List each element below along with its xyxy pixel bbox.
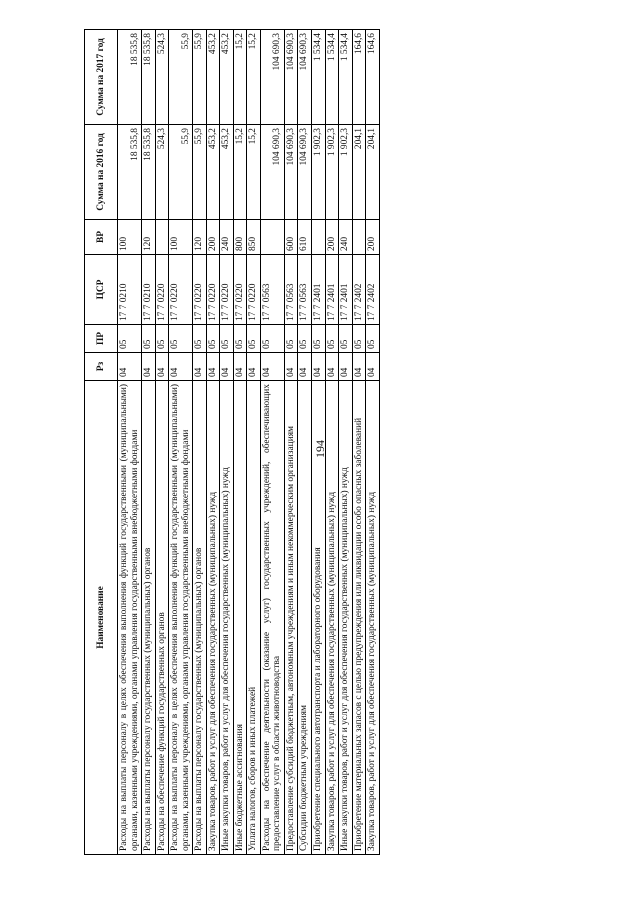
cell-vr: 100 bbox=[169, 220, 193, 255]
cell-vr: 200 bbox=[366, 220, 380, 255]
cell-sum-2016: 104 690,3 bbox=[284, 125, 298, 220]
cell-sum-2017: 453,2 bbox=[206, 30, 220, 125]
table-body bbox=[118, 30, 380, 855]
cell-pr: 05 bbox=[220, 325, 234, 353]
cell-csr: 17 7 0220 bbox=[193, 255, 207, 325]
cell-csr: 17 7 0563 bbox=[260, 255, 284, 325]
table-row bbox=[284, 30, 298, 855]
cell-sum-2017: 104 690,3 bbox=[260, 30, 284, 125]
cell-vr: 120 bbox=[193, 220, 207, 255]
cell-rz: 04 bbox=[284, 353, 298, 381]
cell-name: Уплата налогов, сборов и иных платежей bbox=[247, 381, 261, 855]
cell-sum-2017: 18 535,8 bbox=[118, 30, 142, 125]
table-header-row bbox=[85, 30, 118, 855]
cell-vr bbox=[311, 220, 325, 255]
cell-rz: 04 bbox=[298, 353, 312, 381]
header-name: Наименование bbox=[85, 381, 118, 855]
table-row bbox=[247, 30, 261, 855]
cell-vr: 800 bbox=[233, 220, 247, 255]
table-row bbox=[311, 30, 325, 855]
cell-pr: 05 bbox=[169, 325, 193, 353]
header-csr: ЦСР bbox=[85, 255, 118, 325]
cell-csr: 17 7 0210 bbox=[118, 255, 142, 325]
cell-rz: 04 bbox=[366, 353, 380, 381]
cell-name: Иные закупки товаров, работ и услуг для обеспечения государственных (муниципальных) нужд bbox=[339, 381, 353, 855]
cell-name: Закупка товаров, работ и услуг для обеспечения государственных (муниципальных) нужд bbox=[325, 381, 339, 855]
cell-rz: 04 bbox=[352, 353, 366, 381]
cell-name: Закупка товаров, работ и услуг для обеспечения государственных (муниципальных) нужд bbox=[206, 381, 220, 855]
cell-vr: 200 bbox=[325, 220, 339, 255]
cell-sum-2016: 1 902,3 bbox=[311, 125, 325, 220]
rotated-table-frame bbox=[84, 30, 614, 855]
table-row bbox=[118, 30, 142, 855]
cell-sum-2016: 453,2 bbox=[220, 125, 234, 220]
header-sum-2016: Сумма на 2016 год bbox=[85, 125, 118, 220]
cell-rz: 04 bbox=[220, 353, 234, 381]
cell-rz: 04 bbox=[206, 353, 220, 381]
cell-pr: 05 bbox=[155, 325, 169, 353]
cell-rz: 04 bbox=[169, 353, 193, 381]
cell-vr bbox=[260, 220, 284, 255]
cell-sum-2016: 453,2 bbox=[206, 125, 220, 220]
cell-sum-2017: 1 534,4 bbox=[339, 30, 353, 125]
budget-table-container bbox=[84, 30, 614, 855]
cell-rz: 04 bbox=[118, 353, 142, 381]
cell-pr: 05 bbox=[366, 325, 380, 353]
cell-csr: 17 7 0220 bbox=[233, 255, 247, 325]
cell-rz: 04 bbox=[325, 353, 339, 381]
table-row bbox=[142, 30, 156, 855]
header-rz: Рз bbox=[85, 353, 118, 381]
page-number: 194 bbox=[313, 440, 327, 458]
table-row bbox=[220, 30, 234, 855]
cell-sum-2016: 204,1 bbox=[366, 125, 380, 220]
cell-rz: 04 bbox=[311, 353, 325, 381]
table-row bbox=[339, 30, 353, 855]
cell-name: Закупка товаров, работ и услуг для обеспечения государственных (муниципальных) нужд bbox=[366, 381, 380, 855]
cell-name: Субсидии бюджетным учреждениям bbox=[298, 381, 312, 855]
cell-sum-2017: 104 690,3 bbox=[298, 30, 312, 125]
cell-vr: 100 bbox=[118, 220, 142, 255]
cell-pr: 05 bbox=[142, 325, 156, 353]
cell-pr: 05 bbox=[298, 325, 312, 353]
cell-sum-2016: 18 535,8 bbox=[142, 125, 156, 220]
cell-name: Расходы на выплаты персоналу в целях обеспечения выполнения функций государственными (муниципальными) органами, казенными учреждениями, органами управления государственными внебюджетными фондами bbox=[118, 381, 142, 855]
cell-pr: 05 bbox=[339, 325, 353, 353]
table-row bbox=[298, 30, 312, 855]
cell-csr: 17 7 2401 bbox=[325, 255, 339, 325]
cell-sum-2016: 204,1 bbox=[352, 125, 366, 220]
cell-sum-2017: 55,9 bbox=[193, 30, 207, 125]
cell-vr: 240 bbox=[339, 220, 353, 255]
cell-sum-2017: 15,2 bbox=[233, 30, 247, 125]
cell-pr: 05 bbox=[233, 325, 247, 353]
cell-vr bbox=[352, 220, 366, 255]
cell-csr: 17 7 0220 bbox=[155, 255, 169, 325]
cell-name: Иные бюджетные ассигнования bbox=[233, 381, 247, 855]
cell-sum-2017: 524,3 bbox=[155, 30, 169, 125]
cell-sum-2016: 55,9 bbox=[169, 125, 193, 220]
cell-sum-2016: 524,3 bbox=[155, 125, 169, 220]
cell-csr: 17 7 0563 bbox=[284, 255, 298, 325]
cell-pr: 05 bbox=[206, 325, 220, 353]
cell-vr: 240 bbox=[220, 220, 234, 255]
cell-sum-2016: 1 902,3 bbox=[339, 125, 353, 220]
cell-sum-2017: 164,6 bbox=[352, 30, 366, 125]
cell-name: Расходы на выплаты персоналу государственных (муниципальных) органов bbox=[193, 381, 207, 855]
cell-sum-2016: 55,9 bbox=[193, 125, 207, 220]
cell-pr: 05 bbox=[193, 325, 207, 353]
cell-csr: 17 7 0210 bbox=[142, 255, 156, 325]
cell-rz: 04 bbox=[193, 353, 207, 381]
cell-sum-2016: 15,2 bbox=[233, 125, 247, 220]
cell-csr: 17 7 2401 bbox=[339, 255, 353, 325]
cell-sum-2016: 1 902,3 bbox=[325, 125, 339, 220]
cell-name: Предоставление субсидий бюджетным, автономным учреждениям и иным некоммерческим организациям bbox=[284, 381, 298, 855]
cell-pr: 05 bbox=[352, 325, 366, 353]
table-row bbox=[193, 30, 207, 855]
table-row bbox=[325, 30, 339, 855]
table-row bbox=[206, 30, 220, 855]
cell-csr: 17 7 0220 bbox=[169, 255, 193, 325]
cell-pr: 05 bbox=[118, 325, 142, 353]
cell-csr: 17 7 2402 bbox=[352, 255, 366, 325]
cell-rz: 04 bbox=[260, 353, 284, 381]
cell-sum-2016: 104 690,3 bbox=[298, 125, 312, 220]
cell-vr bbox=[155, 220, 169, 255]
budget-table bbox=[84, 29, 380, 855]
cell-name: Расходы на выплаты персоналу государственных (муниципальных) органов bbox=[142, 381, 156, 855]
cell-sum-2017: 1 534,4 bbox=[325, 30, 339, 125]
cell-vr: 610 bbox=[298, 220, 312, 255]
cell-sum-2017: 15,2 bbox=[247, 30, 261, 125]
cell-rz: 04 bbox=[247, 353, 261, 381]
table-row bbox=[260, 30, 284, 855]
table-row bbox=[169, 30, 193, 855]
cell-rz: 04 bbox=[339, 353, 353, 381]
cell-rz: 04 bbox=[142, 353, 156, 381]
header-sum-2017: Сумма на 2017 год bbox=[85, 30, 118, 125]
cell-vr: 600 bbox=[284, 220, 298, 255]
cell-pr: 05 bbox=[247, 325, 261, 353]
cell-pr: 05 bbox=[325, 325, 339, 353]
cell-pr: 05 bbox=[260, 325, 284, 353]
cell-sum-2017: 453,2 bbox=[220, 30, 234, 125]
cell-vr: 850 bbox=[247, 220, 261, 255]
cell-pr: 05 bbox=[284, 325, 298, 353]
table-row bbox=[155, 30, 169, 855]
cell-name: Расходы на выплаты персоналу в целях обеспечения выполнения функций государственными (муниципальными) органами, казенными учреждениями, органами управления государственными внебюджетными фондами bbox=[169, 381, 193, 855]
cell-pr: 05 bbox=[311, 325, 325, 353]
cell-sum-2016: 15,2 bbox=[247, 125, 261, 220]
cell-vr: 200 bbox=[206, 220, 220, 255]
cell-name: Расходы на обеспечение функций государственных органов bbox=[155, 381, 169, 855]
cell-sum-2017: 55,9 bbox=[169, 30, 193, 125]
cell-csr: 17 7 0220 bbox=[206, 255, 220, 325]
cell-vr: 120 bbox=[142, 220, 156, 255]
cell-csr: 17 7 0563 bbox=[298, 255, 312, 325]
cell-csr: 17 7 0220 bbox=[247, 255, 261, 325]
table-row bbox=[352, 30, 366, 855]
cell-rz: 04 bbox=[155, 353, 169, 381]
cell-csr: 17 7 2402 bbox=[366, 255, 380, 325]
cell-sum-2016: 104 690,3 bbox=[260, 125, 284, 220]
header-pr: ПР bbox=[85, 325, 118, 353]
cell-sum-2017: 164,6 bbox=[366, 30, 380, 125]
table-row bbox=[366, 30, 380, 855]
cell-sum-2017: 18 535,8 bbox=[142, 30, 156, 125]
cell-name: Приобретение специального автотранспорта и лабораторного оборудования bbox=[311, 381, 325, 855]
cell-rz: 04 bbox=[233, 353, 247, 381]
cell-csr: 17 7 0220 bbox=[220, 255, 234, 325]
cell-sum-2017: 104 690,3 bbox=[284, 30, 298, 125]
cell-name: Приобретение материальных запасов с целью предупреждения или ликвидации особо опасных заболеваний bbox=[352, 381, 366, 855]
cell-name: Расходы на обеспечение деятельности (оказание услуг) государственных учреждений, обеспечивающих предоставление услуг в области животноводства bbox=[260, 381, 284, 855]
cell-sum-2016: 18 535,8 bbox=[118, 125, 142, 220]
cell-sum-2017: 1 534,4 bbox=[311, 30, 325, 125]
cell-name: Иные закупки товаров, работ и услуг для обеспечения государственных (муниципальных) нужд bbox=[220, 381, 234, 855]
cell-csr: 17 7 2401 bbox=[311, 255, 325, 325]
table-row bbox=[233, 30, 247, 855]
header-vr: ВР bbox=[85, 220, 118, 255]
